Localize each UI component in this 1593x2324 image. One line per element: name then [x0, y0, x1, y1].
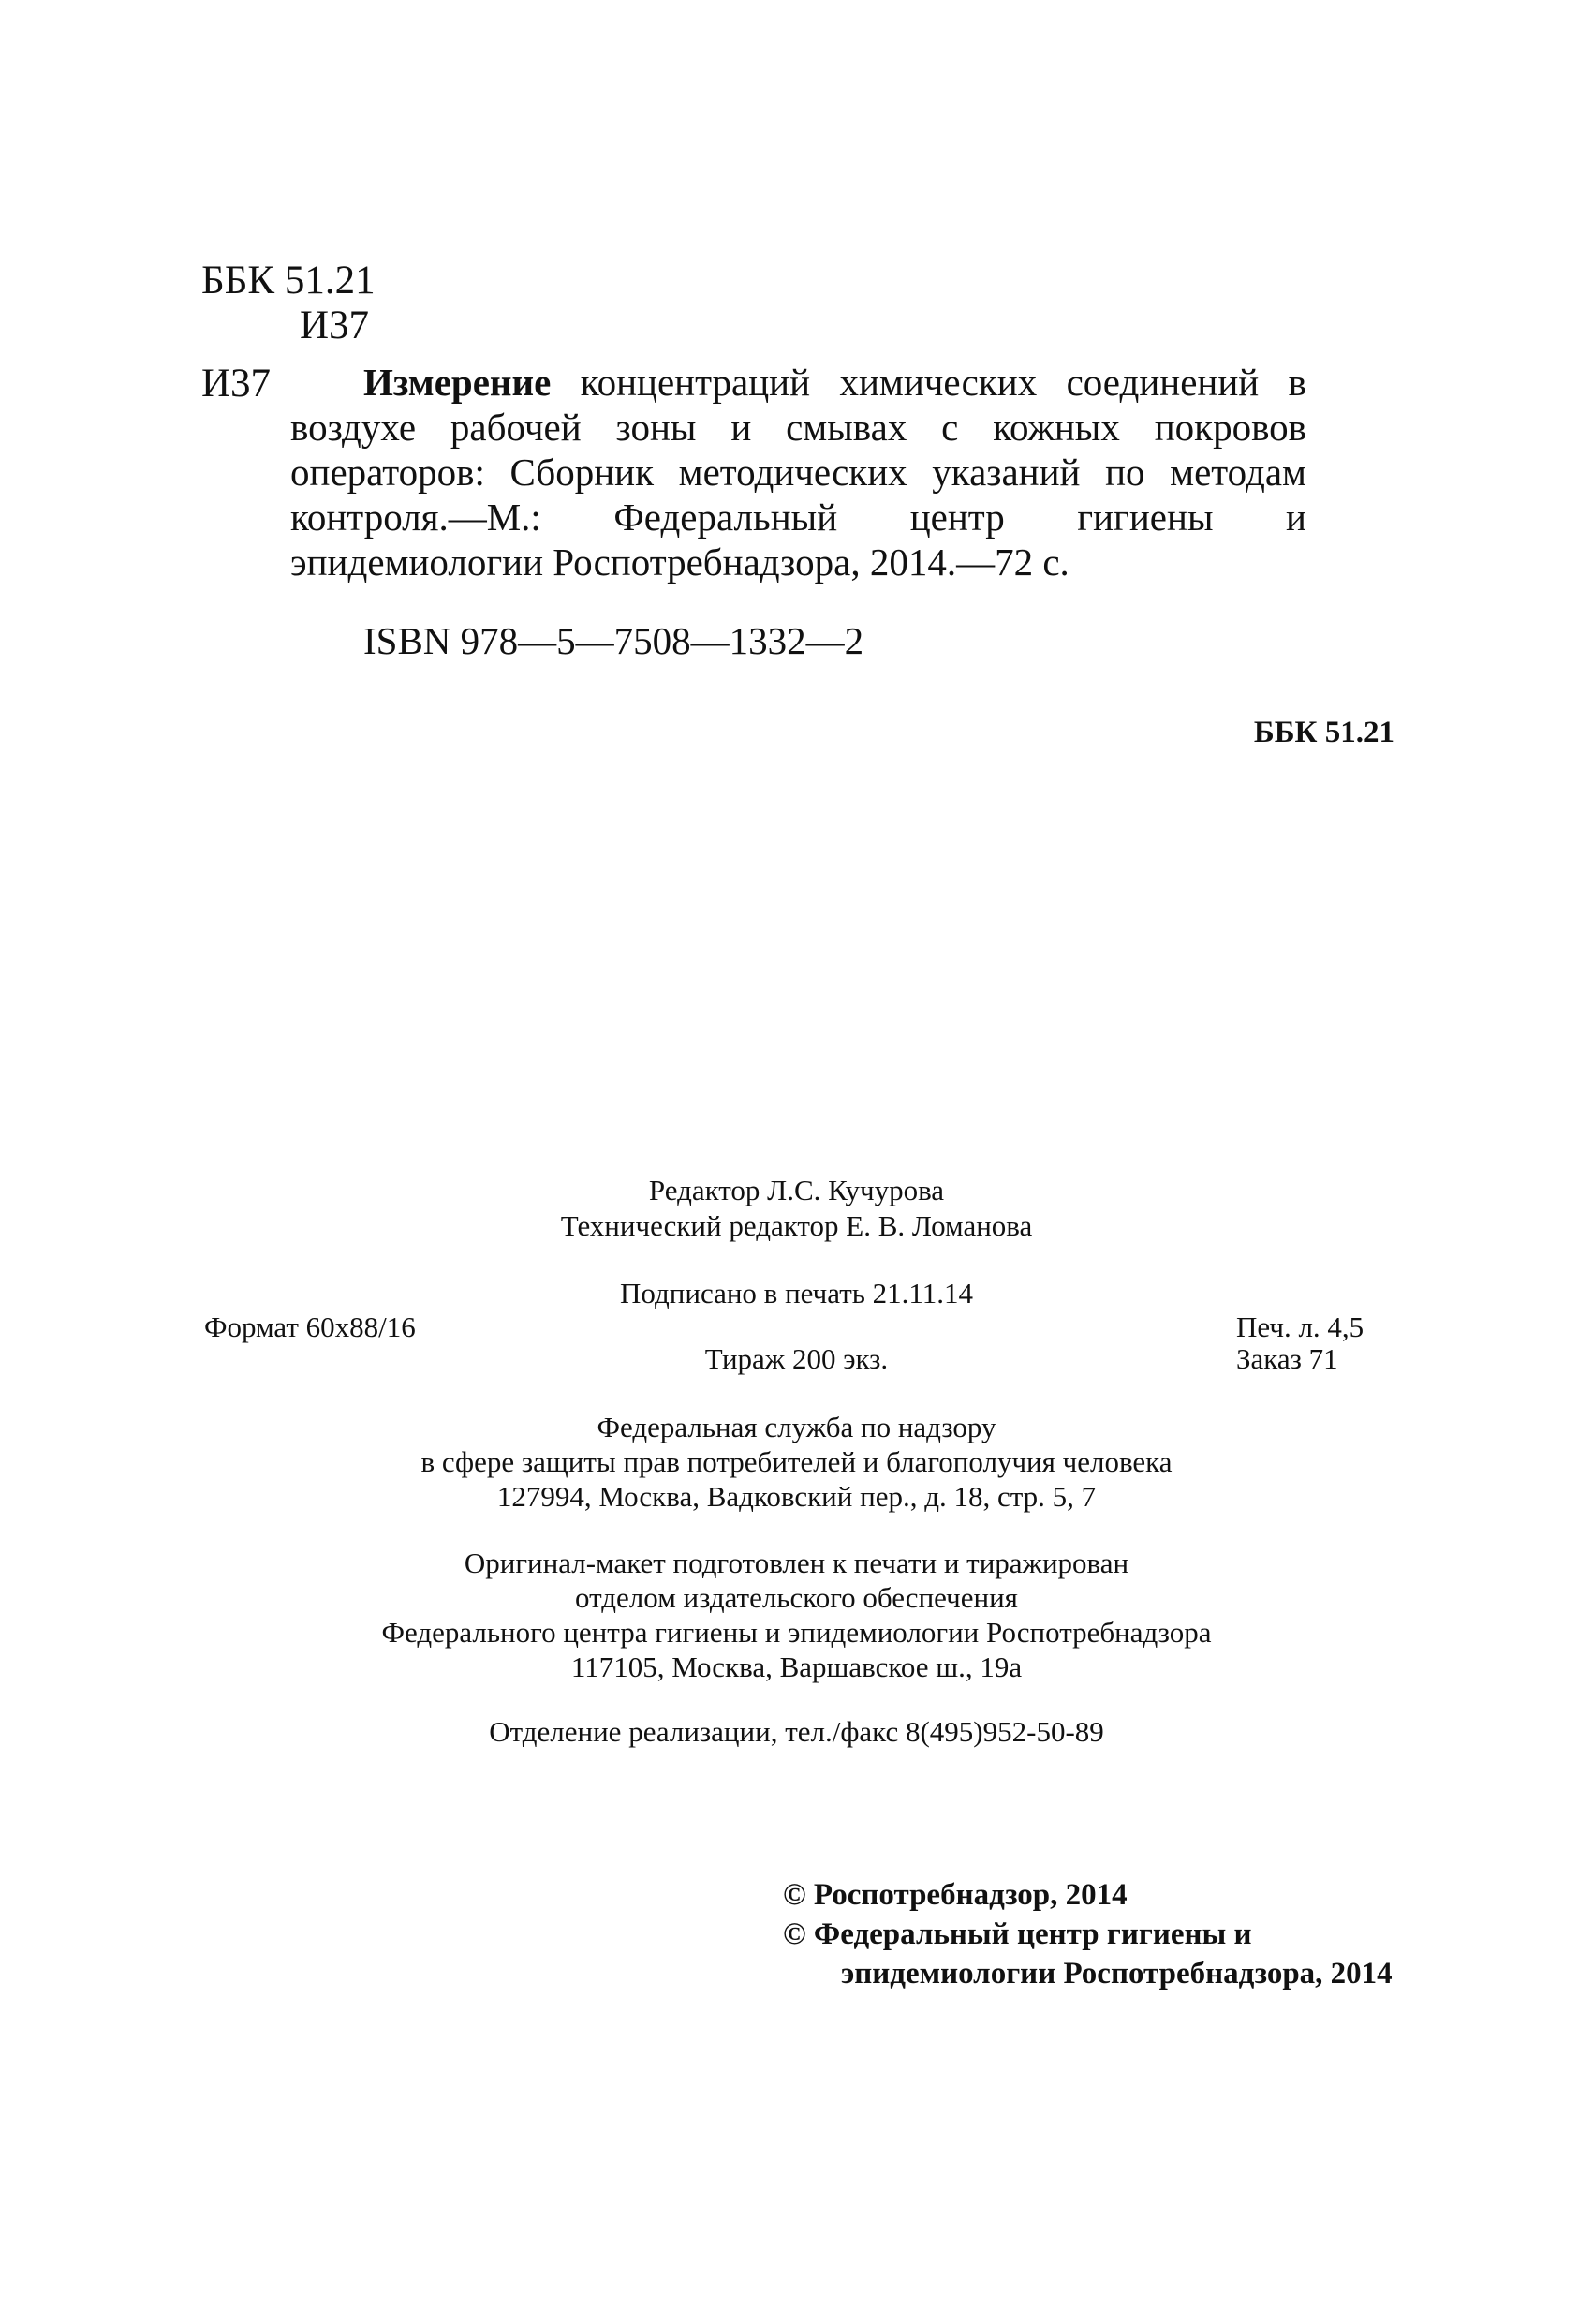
producer-line: 117105, Москва, Варшавское ш., 19а [570, 1650, 1023, 1683]
signed-to-print: Подписано в печать 21.11.14 [620, 1277, 973, 1310]
format: Формат 60х88/16 [204, 1310, 416, 1343]
copyright-line: © Федеральный центр гигиены и [783, 1917, 1252, 1951]
editor: Редактор Л.С. Кучурова [648, 1174, 945, 1206]
cutter-code-left: И37 [201, 362, 272, 406]
cutter-code-top: И37 [300, 303, 370, 348]
producer-block [0, 1546, 1593, 1684]
technical-editor: Технический редактор Е. В. Ломанова [560, 1209, 1033, 1242]
sales-contact: Отделение реализации, тел./факс 8(495)952-50-89 [489, 1715, 1104, 1748]
print-run: Тираж 200 экз. [704, 1342, 889, 1375]
publisher-line: Федеральная служба по надзору [597, 1411, 996, 1443]
title-bold: Измерение [363, 361, 552, 404]
producer-line: Федерального центра гигиены и эпидемиологии Роспотребнадзора [381, 1616, 1212, 1649]
copyright-line: эпидемиологии Роспотребнадзора, 2014 [841, 1957, 1393, 1991]
producer-line: отделом издательского обеспечения [575, 1581, 1018, 1614]
publisher-block [0, 1410, 1593, 1514]
bbk-code-right: ББК 51.21 [1253, 716, 1394, 749]
bibliographic-description [290, 360, 1306, 585]
bbk-code-top: ББК 51.21 [201, 259, 376, 303]
publisher-line: в сфере защиты прав потребителей и благополучия человека [420, 1445, 1173, 1478]
isbn: ISBN 978—5—7508—1332—2 [363, 619, 864, 662]
producer-line: Оригинал-макет подготовлен к печати и тиражирован [464, 1547, 1129, 1579]
copyright-block [783, 1875, 1393, 1993]
description-text: концентраций химических соединений в воздухе рабочей зоны и смывах с кожных покровов операторов: Сборник методических указаний по методам контроля.—М.: Федеральный центр гигиены и эпидемиологии Роспотребнадзора, 2014.—72 с. [290, 361, 1306, 584]
order-number: Заказ 71 [1236, 1342, 1338, 1375]
publisher-line: 127994, Москва, Вадковский пер., д. 18, стр. 5, 7 [496, 1480, 1097, 1513]
copyright-line: © Роспотребнадзор, 2014 [783, 1878, 1128, 1912]
printed-sheets: Печ. л. 4,5 [1236, 1310, 1364, 1343]
